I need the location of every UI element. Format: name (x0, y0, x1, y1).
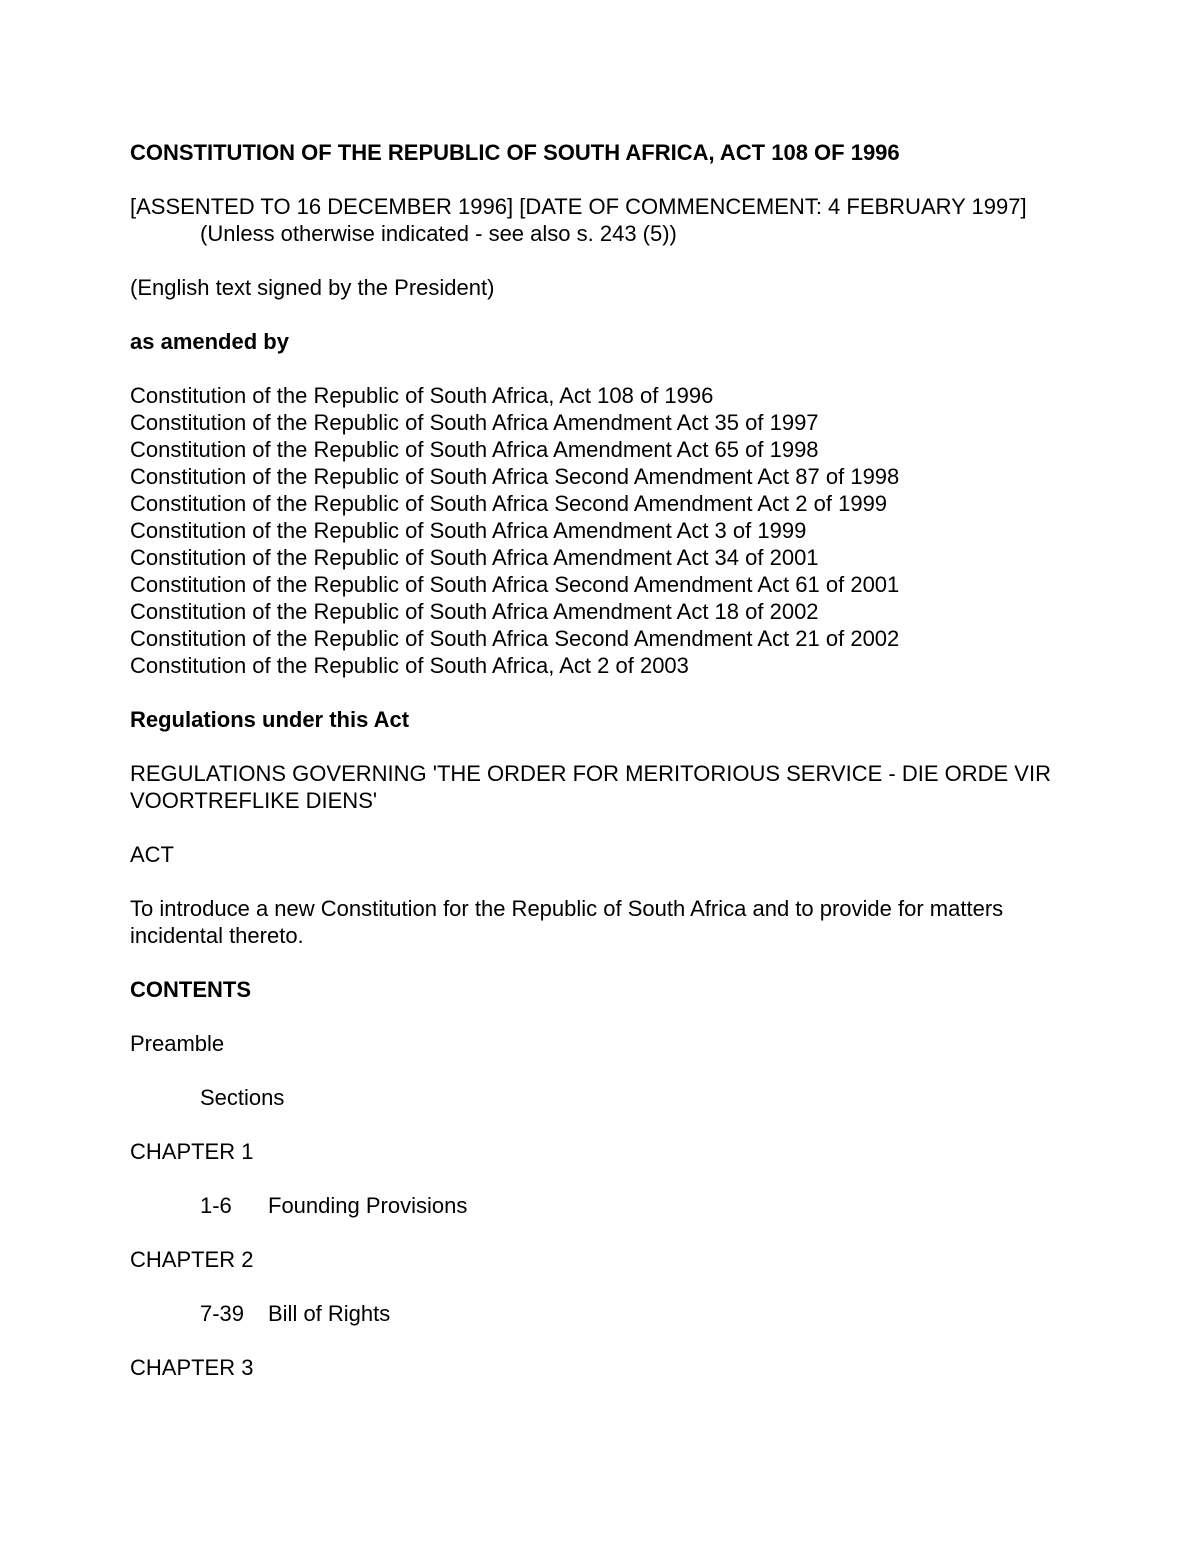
amendment-item: Constitution of the Republic of South Africa Second Amendment Act 87 of 1998 (130, 464, 900, 489)
amendment-item: Constitution of the Republic of South Africa Amendment Act 3 of 1999 (130, 518, 807, 543)
amendment-item: Constitution of the Republic of South Africa Amendment Act 34 of 2001 (130, 545, 819, 570)
amendments-list (130, 382, 1080, 679)
toc-chapter-label: CHAPTER 1 (130, 1139, 254, 1164)
document-title: CONSTITUTION OF THE REPUBLIC OF SOUTH AFRICA, ACT 108 OF 1996 (130, 140, 900, 165)
toc-chapter-name: Founding Provisions (268, 1193, 468, 1218)
toc-chapter-entry (130, 1300, 1080, 1327)
assent-line: [ASSENTED TO 16 DECEMBER 1996] [DATE OF COMMENCEMENT: 4 FEBRUARY 1997] (130, 194, 1027, 219)
english-text-note: (English text signed by the President) (130, 275, 495, 300)
amendment-item: Constitution of the Republic of South Africa Amendment Act 35 of 1997 (130, 410, 819, 435)
amendment-item: Constitution of the Republic of South Africa Amendment Act 18 of 2002 (130, 599, 819, 624)
amendment-item: Constitution of the Republic of South Africa Second Amendment Act 21 of 2002 (130, 626, 900, 651)
regulations-heading: Regulations under this Act (130, 707, 410, 732)
amendment-item: Constitution of the Republic of South Africa Second Amendment Act 2 of 1999 (130, 491, 888, 516)
amendment-item: Constitution of the Republic of South Africa, Act 2 of 2003 (130, 653, 689, 678)
act-purpose: To introduce a new Constitution for the Republic of South Africa and to provide for matters incidental thereto. (130, 896, 1004, 948)
toc-sections-label: Sections (200, 1085, 285, 1110)
toc-chapter-label: CHAPTER 3 (130, 1355, 254, 1380)
toc-chapter-entry (130, 1192, 1080, 1219)
toc-preamble: Preamble (130, 1031, 225, 1056)
amended-by-heading: as amended by (130, 329, 289, 354)
amendment-item: Constitution of the Republic of South Africa Amendment Act 65 of 1998 (130, 437, 819, 462)
amendment-item: Constitution of the Republic of South Africa Second Amendment Act 61 of 2001 (130, 572, 900, 597)
amendment-item: Constitution of the Republic of South Africa, Act 108 of 1996 (130, 383, 714, 408)
toc-section-range: 7-39 (200, 1301, 245, 1326)
toc-section-range: 1-6 (200, 1193, 232, 1218)
regulations-text: REGULATIONS GOVERNING 'THE ORDER FOR MERITORIOUS SERVICE - DIE ORDE VIR VOORTREFLIKE DIENS' (130, 761, 1051, 813)
toc-chapter-name: Bill of Rights (268, 1301, 391, 1326)
act-label: ACT (130, 842, 174, 867)
contents-heading: CONTENTS (130, 977, 251, 1002)
toc-chapter-label: CHAPTER 2 (130, 1247, 254, 1272)
unless-note: (Unless otherwise indicated - see also s. 243 (5)) (200, 221, 677, 246)
